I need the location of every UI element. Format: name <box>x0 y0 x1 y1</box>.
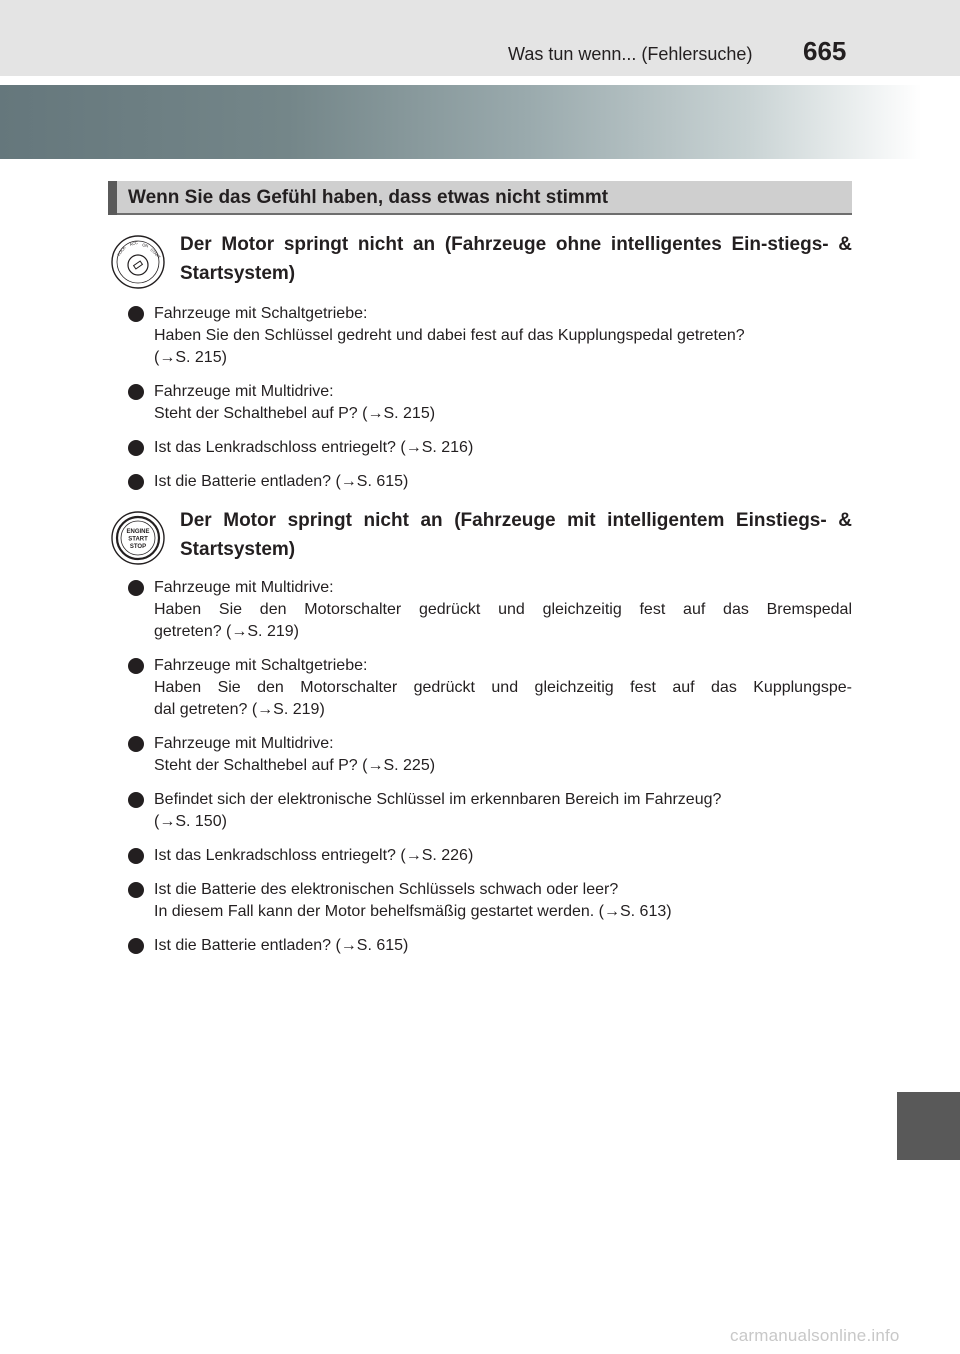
section-heading-accent <box>108 181 117 215</box>
button-label-stop: STOP <box>129 544 147 550</box>
list-item <box>128 577 852 643</box>
bullet-icon <box>128 306 144 322</box>
subsection-title-no-smart-key: Der Motor springt nicht an (Fahrzeuge ohne intelligentes Ein-stiegs- & Startsystem) <box>180 234 852 284</box>
section-heading-label: Wenn Sie das Gefühl haben, dass etwas nicht stimmt <box>128 187 609 208</box>
button-label-start: START <box>128 536 148 543</box>
list-item <box>128 437 852 459</box>
ignition-label-acc: ACC <box>128 239 139 247</box>
chapter-side-tab <box>897 1092 960 1160</box>
list-item <box>128 471 852 493</box>
list-item-line: (→S. 150) <box>154 813 227 830</box>
bullet-icon <box>128 848 144 864</box>
list-item-line: Haben Sie den Motorschalter gedrückt und gleichzeitig fest auf das Kupplungspe- <box>154 679 852 696</box>
checklist-smart-key <box>128 577 852 957</box>
subsection-title-smart-key: Der Motor springt nicht an (Fahrzeuge mit intelligentem Einstiegs- & Startsystem) <box>180 510 852 560</box>
list-item <box>128 789 852 833</box>
chapter-banner <box>0 85 960 159</box>
list-item <box>128 845 852 867</box>
list-item-line: dal getreten? (→S. 219) <box>154 701 325 718</box>
list-item-line: Steht der Schalthebel auf P? (→S. 225) <box>154 757 436 774</box>
ignition-key-switch-icon <box>110 234 166 290</box>
bullet-icon <box>128 474 144 490</box>
list-item-line: Steht der Schalthebel auf P? (→S. 215) <box>154 405 436 422</box>
list-item-line: Ist das Lenkradschloss entriegelt? (→S. 226) <box>154 847 474 864</box>
list-item-line: Befindet sich der elektronische Schlüssel im erkennbaren Bereich im Fahrzeug? <box>154 791 722 808</box>
list-item-line: (→S. 215) <box>154 349 227 366</box>
list-item-line: Haben Sie den Schlüssel gedreht und dabei fest auf das Kupplungspedal getreten? <box>154 327 745 344</box>
list-item-line: Fahrzeuge mit Schaltgetriebe: <box>154 657 368 674</box>
checklist-no-smart-key <box>128 303 852 493</box>
list-item <box>128 303 852 369</box>
ignition-label-lock: LOCK <box>115 245 127 257</box>
page-number: 665 <box>803 36 847 66</box>
bullet-icon <box>128 938 144 954</box>
list-item-line: Fahrzeuge mit Multidrive: <box>154 735 334 752</box>
list-item-line: Ist die Batterie entladen? (→S. 615) <box>154 473 409 490</box>
list-item <box>128 879 852 923</box>
watermark: carmanualsonline.info <box>730 1326 900 1345</box>
list-item-line: Ist die Batterie entladen? (→S. 615) <box>154 937 409 954</box>
bullet-icon <box>128 792 144 808</box>
list-item-line: Fahrzeuge mit Multidrive: <box>154 383 334 400</box>
button-label-engine: ENGINE <box>126 529 150 535</box>
bullet-icon <box>128 580 144 596</box>
bullet-icon <box>128 736 144 752</box>
list-item-line: Haben Sie den Motorschalter gedrückt und gleichzeitig fest auf das Bremspedal <box>154 601 852 618</box>
list-item <box>128 381 852 425</box>
engine-start-stop-button-icon <box>110 510 166 566</box>
chapter-title: Was tun wenn... (Fehlersuche) <box>508 44 753 64</box>
list-item-line: Fahrzeuge mit Schaltgetriebe: <box>154 305 368 322</box>
bullet-icon <box>128 440 144 456</box>
list-item-line: Fahrzeuge mit Multidrive: <box>154 579 334 596</box>
list-item-line: Ist das Lenkradschloss entriegelt? (→S. 216) <box>154 439 474 456</box>
list-item-line: In diesem Fall kann der Motor behelfsmäßig gestartet werden. (→S. 613) <box>154 903 672 920</box>
list-item <box>128 733 852 777</box>
list-item-line: Ist die Batterie des elektronischen Schlüssels schwach oder leer? <box>154 881 619 898</box>
section-heading <box>108 181 852 215</box>
bullet-icon <box>128 658 144 674</box>
list-item <box>128 935 852 957</box>
bullet-icon <box>128 882 144 898</box>
bullet-icon <box>128 384 144 400</box>
ignition-label-start: START <box>149 247 162 260</box>
list-item-line: getreten? (→S. 219) <box>154 623 299 640</box>
list-item <box>128 655 852 721</box>
ignition-label-on: ON <box>141 242 149 249</box>
